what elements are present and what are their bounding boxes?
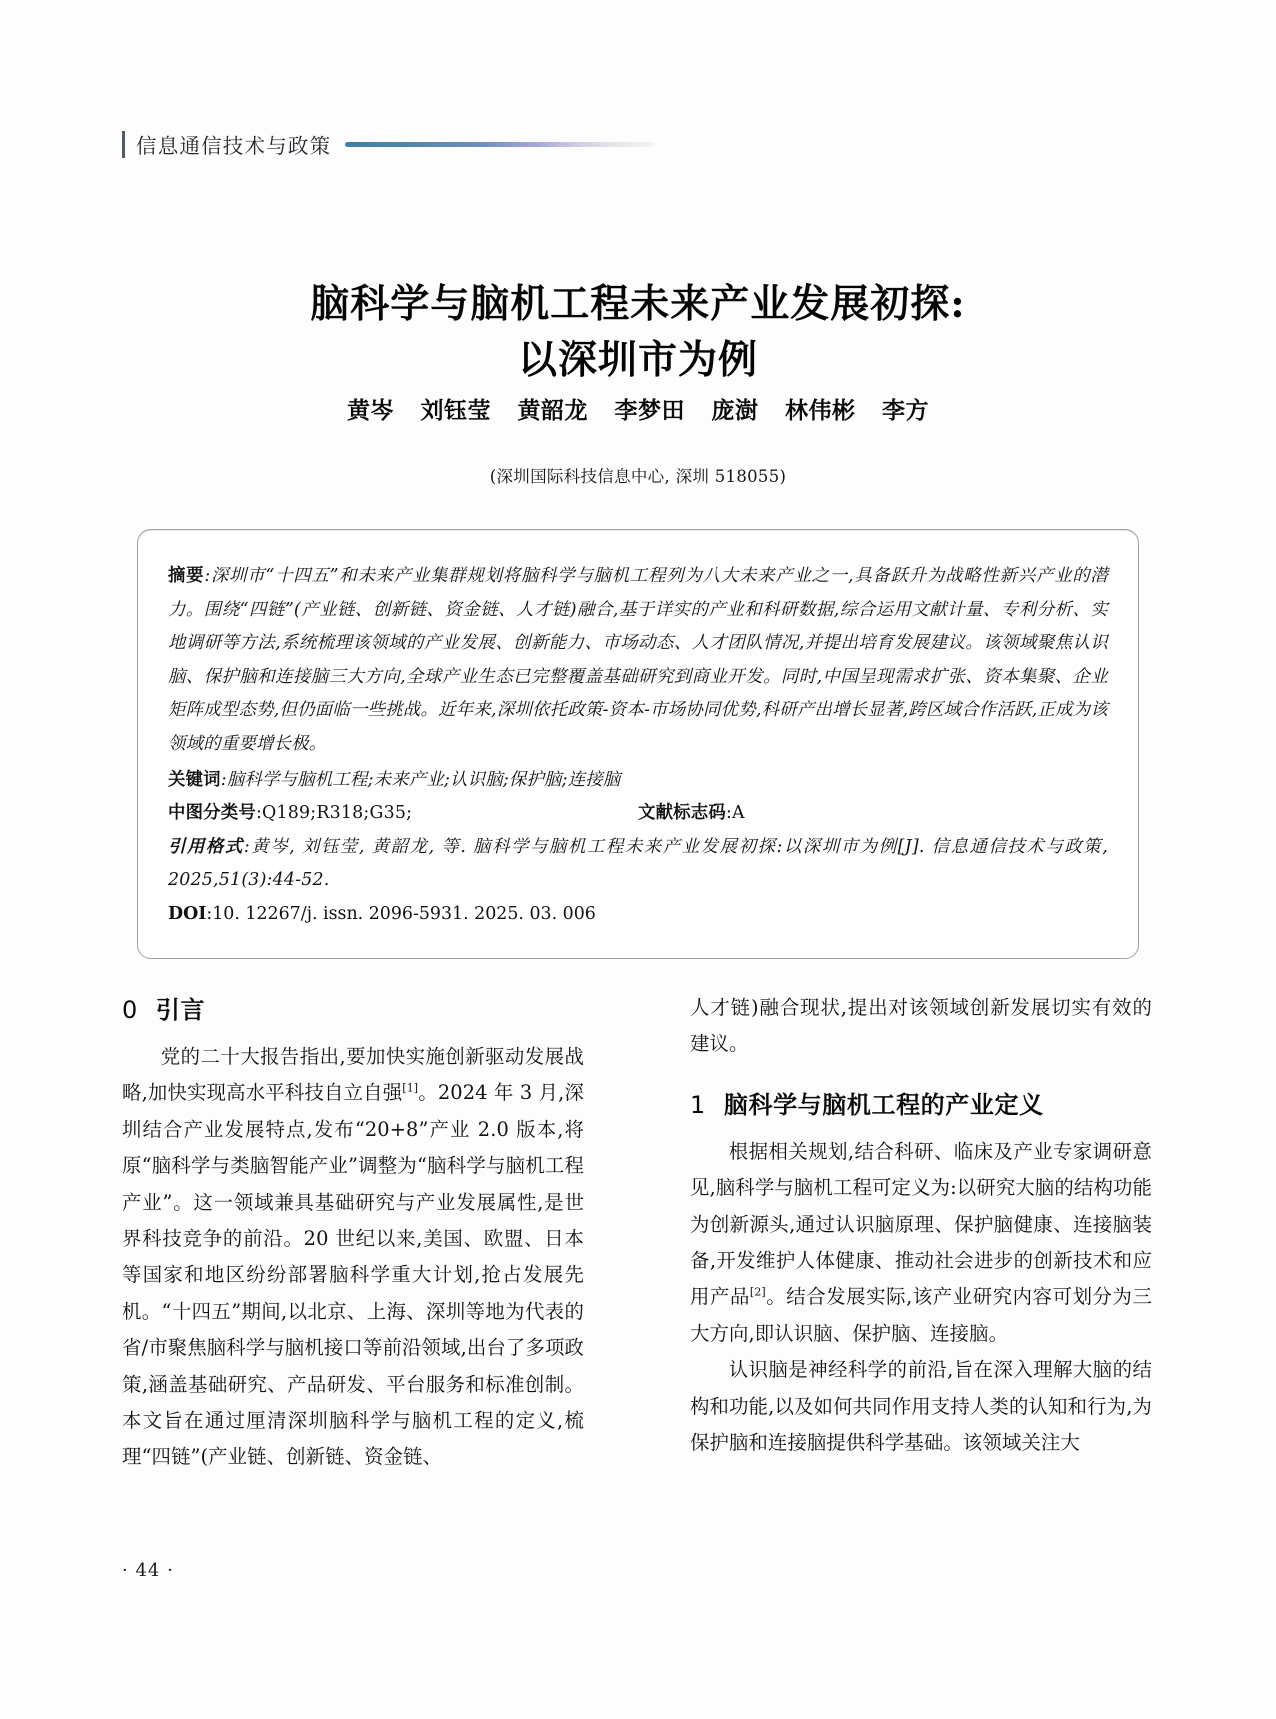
author-name: 林伟彬: [785, 397, 856, 424]
clc-group: [168, 797, 638, 831]
gradient-rule-decoration: [345, 142, 655, 147]
document-code-value: :A: [725, 803, 745, 824]
citation-text: :黄岑, 刘钰莹, 黄韶龙, 等. 脑科学与脑机工程未来产业发展初探:以深圳市为例[J]. 信息通信技术与政策, 2025,51(3):44-52.: [168, 836, 1108, 891]
section-number-1: 1: [690, 1090, 706, 1119]
article-title: [0, 276, 1276, 388]
abstract-text: :深圳市“十四五”和未来产业集群规划将脑科学与脑机工程列为八大未来产业之一,具备跃升为战略性新兴产业的潜力。围绕“四链”(产业链、创新链、资金链、人才链)融合,基于详实的产业和科研数据,综合运用文献计量、专利分析、实地调研等方法,系统梳理该领域的产业发展、创新能力、市场动态、人才团队情况,并提出培育发展建议。该领域聚焦认识脑、保护脑和连接脑三大方向,全球产业生态已完整覆盖基础研究到商业开发。同时,中国呈现需求扩张、资本集聚、企业矩阵成型态势,但仍面临一些挑战。近年来,深圳依托政策-资本-市场协同优势,科研产出增长显著,跨区域合作活跃,正成为该领域的重要增长极。: [168, 566, 1109, 754]
keywords-text: :脑科学与脑机工程;未来产业;认识脑;保护脑;连接脑: [220, 769, 621, 790]
body-columns: [122, 990, 1152, 1550]
author-affiliation: (深圳国际科技信息中心, 深圳 518055): [489, 467, 787, 486]
section-heading-0: [122, 990, 584, 1025]
doi-value: :10. 12267/j. issn. 2096-5931. 2025. 03. 006: [206, 903, 596, 924]
column-right: [690, 990, 1152, 1461]
author-list: [0, 392, 1276, 425]
paragraph-intro: [122, 1039, 584, 1476]
paragraph-definition-part-b: 。结合发展实际,该产业研究内容可划分为三大方向,即认识脑、保护脑、连接脑。: [690, 1285, 1152, 1345]
article-title-line-1: 脑科学与脑机工程未来产业发展初探:: [310, 281, 966, 328]
paragraph-definition-part-a: 根据相关规划,结合科研、临床及产业专家调研意见,脑科学与脑机工程可定义为:以研究大脑的结构功能为创新源头,通过认识脑原理、保护脑健康、连接脑装备,开发维护人体健康、推动社会进步的创新技术和应用产品: [690, 1139, 1152, 1309]
citation-line: [168, 831, 1108, 898]
doi-label: DOI: [168, 903, 207, 924]
section-number-0: 0: [122, 996, 138, 1024]
paragraph-understanding-brain: 认识脑是神经科学的前沿,旨在深入理解大脑的结构和功能,以及如何共同作用支持人类的认知和行为,为保护脑和连接脑提供科学基础。该领域关注大: [690, 1358, 1152, 1455]
section-title-1: 脑科学与脑机工程的产业定义: [723, 1090, 1044, 1119]
paragraph-intro-continued: 人才链)融合现状,提出对该领域创新发展切实有效的建议。: [690, 996, 1152, 1056]
section-heading-1: [690, 1085, 1152, 1120]
doi-line: [168, 898, 1108, 932]
author-name: 刘钰莹: [420, 397, 491, 424]
abstract-label: 摘要: [168, 566, 205, 586]
author-name: 黄韶龙: [517, 397, 588, 424]
document-code-group: [638, 797, 745, 831]
abstract-paragraph: [168, 560, 1108, 762]
clc-label: 中图分类号: [168, 803, 256, 824]
paragraph-intro-part-a: 党的二十大报告指出,要加快实施创新驱动发展战略,加快实现高水平科技自立自强: [122, 1045, 584, 1105]
classification-line: [168, 797, 1108, 831]
page-number: · 44 ·: [122, 1560, 174, 1581]
running-head: [122, 127, 655, 161]
reference-marker-1: [1]: [402, 1081, 419, 1095]
abstract-panel: [137, 529, 1139, 959]
author-name: 黄岑: [346, 397, 394, 424]
paragraph-definition: [690, 1134, 1152, 1352]
author-name: 李梦田: [614, 397, 685, 424]
keywords-line: [168, 764, 1108, 798]
column-left: [122, 990, 584, 1476]
keywords-label: 关键词: [168, 769, 221, 790]
reference-marker-2: [2]: [749, 1285, 766, 1299]
article-title-line-2: 以深圳市为例: [517, 337, 758, 384]
journal-name: 信息通信技术与政策: [136, 134, 332, 158]
document-code-label: 文献标志码: [638, 803, 726, 824]
paragraph-intro-part-b: 。2024 年 3 月,深圳结合产业发展特点,发布“20+8”产业 2.0 版本,将原“脑科学与类脑智能产业”调整为“脑科学与脑机工程产业”。这一领域兼具基础研究与产业发展属性,是世界科技竞争的前沿。20 世纪以来,美国、欧盟、日本等国家和地区纷纷部署脑科学重大计划,抢占发展先机。“十四五”期间,以北京、上海、深圳等地为代表的省/市聚焦脑科学与脑机接口等前沿领域,出台了多项政策,涵盖基础研究、产品研发、平台服务和标准创制。本文旨在通过厘清深圳脑科学与脑机工程的定义,梳理“四链”(产业链、创新链、资金链、: [122, 1081, 585, 1469]
author-name: 李方: [882, 397, 930, 424]
section-title-0: 引言: [155, 996, 206, 1024]
running-head-accent-bar: [122, 131, 125, 158]
citation-label: 引用格式: [168, 836, 244, 857]
clc-value: :Q189;R318;G35;: [255, 803, 413, 824]
author-name: 庞澍: [711, 397, 759, 424]
